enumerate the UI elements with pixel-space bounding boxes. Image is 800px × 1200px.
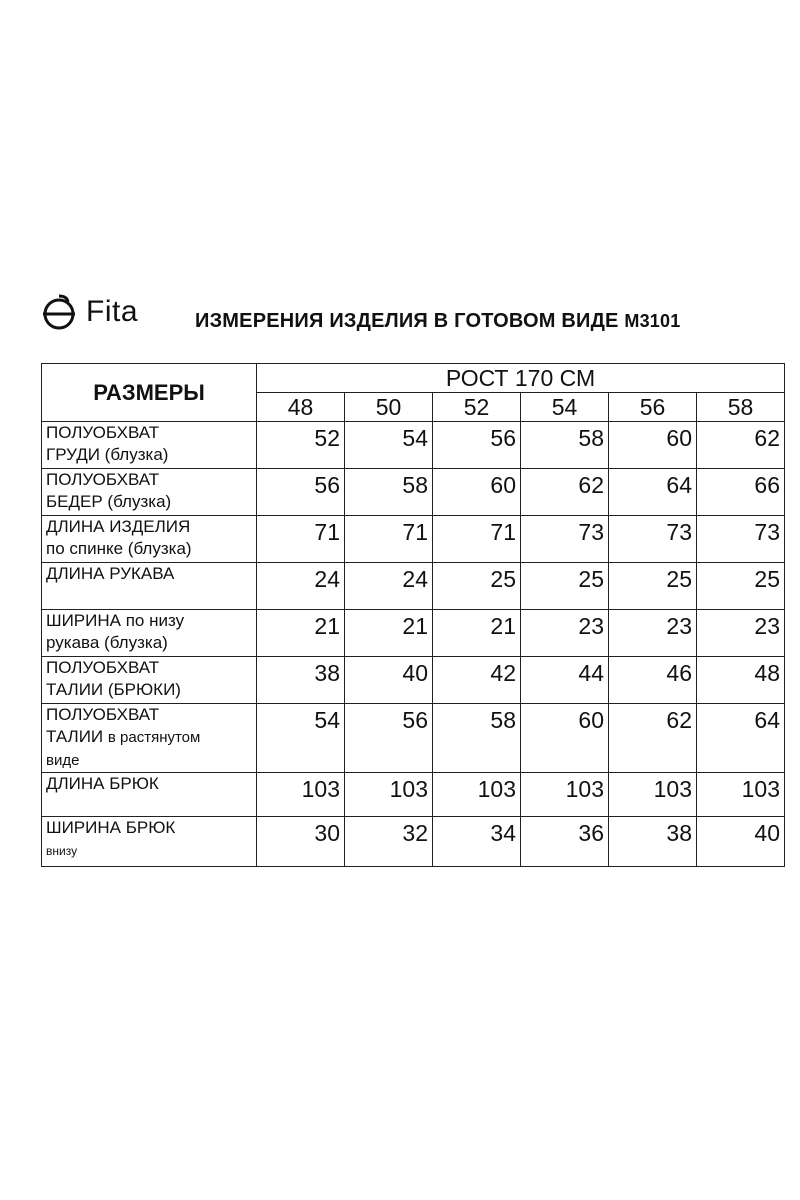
- value-cell: 42: [433, 657, 521, 704]
- size-col-header: 50: [345, 393, 433, 422]
- model-number: М3101: [624, 311, 681, 331]
- value-cell: 58: [433, 704, 521, 773]
- value-cell: 64: [697, 704, 785, 773]
- value-cell: 103: [345, 773, 433, 817]
- table-row: [42, 817, 785, 867]
- table-row: [42, 610, 785, 657]
- value-cell: 23: [697, 610, 785, 657]
- value-cell: 25: [521, 563, 609, 610]
- value-cell: 25: [609, 563, 697, 610]
- value-cell: 62: [609, 704, 697, 773]
- value-cell: 24: [345, 563, 433, 610]
- header-row: [42, 364, 785, 393]
- row-label: ШИРИНА БРЮК внизу: [42, 817, 257, 867]
- brand-logo: [40, 288, 138, 336]
- value-cell: 56: [345, 704, 433, 773]
- value-cell: 21: [257, 610, 345, 657]
- table-row: [42, 657, 785, 704]
- value-cell: 73: [521, 516, 609, 563]
- title-main: ИЗМЕРЕНИЯ ИЗДЕЛИЯ В ГОТОВОМ ВИДЕ: [195, 310, 619, 332]
- value-cell: 60: [609, 422, 697, 469]
- size-header: РАЗМЕРЫ: [42, 364, 257, 422]
- table-row: [42, 516, 785, 563]
- value-cell: 23: [609, 610, 697, 657]
- value-cell: 58: [345, 469, 433, 516]
- value-cell: 34: [433, 817, 521, 867]
- value-cell: 103: [433, 773, 521, 817]
- height-header: РОСТ 170 СМ: [257, 364, 785, 393]
- value-cell: 62: [521, 469, 609, 516]
- fita-logo-icon: [40, 293, 78, 331]
- value-cell: 25: [433, 563, 521, 610]
- row-label: ПОЛУОБХВАТ ТАЛИИ (БРЮКИ): [42, 657, 257, 704]
- table-row: [42, 773, 785, 817]
- value-cell: 54: [345, 422, 433, 469]
- document-header: [40, 288, 780, 336]
- row-label: ШИРИНА по низу рукава (блузка): [42, 610, 257, 657]
- size-table: [41, 363, 785, 867]
- size-col-header: 52: [433, 393, 521, 422]
- value-cell: 103: [697, 773, 785, 817]
- value-cell: 40: [697, 817, 785, 867]
- row-label: ДЛИНА БРЮК: [42, 773, 257, 817]
- size-col-header: 54: [521, 393, 609, 422]
- table-row: [42, 704, 785, 773]
- value-cell: 38: [257, 657, 345, 704]
- value-cell: 58: [521, 422, 609, 469]
- value-cell: 64: [609, 469, 697, 516]
- value-cell: 23: [521, 610, 609, 657]
- value-cell: 25: [697, 563, 785, 610]
- value-cell: 103: [521, 773, 609, 817]
- value-cell: 60: [521, 704, 609, 773]
- size-col-header: 48: [257, 393, 345, 422]
- value-cell: 73: [697, 516, 785, 563]
- value-cell: 21: [433, 610, 521, 657]
- value-cell: 48: [697, 657, 785, 704]
- value-cell: 24: [257, 563, 345, 610]
- value-cell: 71: [433, 516, 521, 563]
- value-cell: 73: [609, 516, 697, 563]
- row-label: ДЛИНА РУКАВА: [42, 563, 257, 610]
- row-label: ПОЛУОБХВАТ БЕДЕР (блузка): [42, 469, 257, 516]
- value-cell: 71: [257, 516, 345, 563]
- value-cell: 56: [257, 469, 345, 516]
- table-row: [42, 422, 785, 469]
- value-cell: 40: [345, 657, 433, 704]
- value-cell: 56: [433, 422, 521, 469]
- row-label: ПОЛУОБХВАТ ТАЛИИ в растянутом виде: [42, 704, 257, 773]
- table-row: [42, 563, 785, 610]
- value-cell: 36: [521, 817, 609, 867]
- value-cell: 103: [257, 773, 345, 817]
- value-cell: 30: [257, 817, 345, 867]
- value-cell: 71: [345, 516, 433, 563]
- value-cell: 66: [697, 469, 785, 516]
- size-col-header: 56: [609, 393, 697, 422]
- value-cell: 32: [345, 817, 433, 867]
- value-cell: 46: [609, 657, 697, 704]
- value-cell: 52: [257, 422, 345, 469]
- value-cell: 44: [521, 657, 609, 704]
- row-label: ДЛИНА ИЗДЕЛИЯ по спинке (блузка): [42, 516, 257, 563]
- value-cell: 54: [257, 704, 345, 773]
- table-row: [42, 469, 785, 516]
- size-col-header: 58: [697, 393, 785, 422]
- value-cell: 38: [609, 817, 697, 867]
- value-cell: 62: [697, 422, 785, 469]
- value-cell: 103: [609, 773, 697, 817]
- brand-name: Fita: [86, 295, 139, 328]
- value-cell: 60: [433, 469, 521, 516]
- row-label: ПОЛУОБХВАТ ГРУДИ (блузка): [42, 422, 257, 469]
- page-title: [195, 310, 680, 333]
- value-cell: 21: [345, 610, 433, 657]
